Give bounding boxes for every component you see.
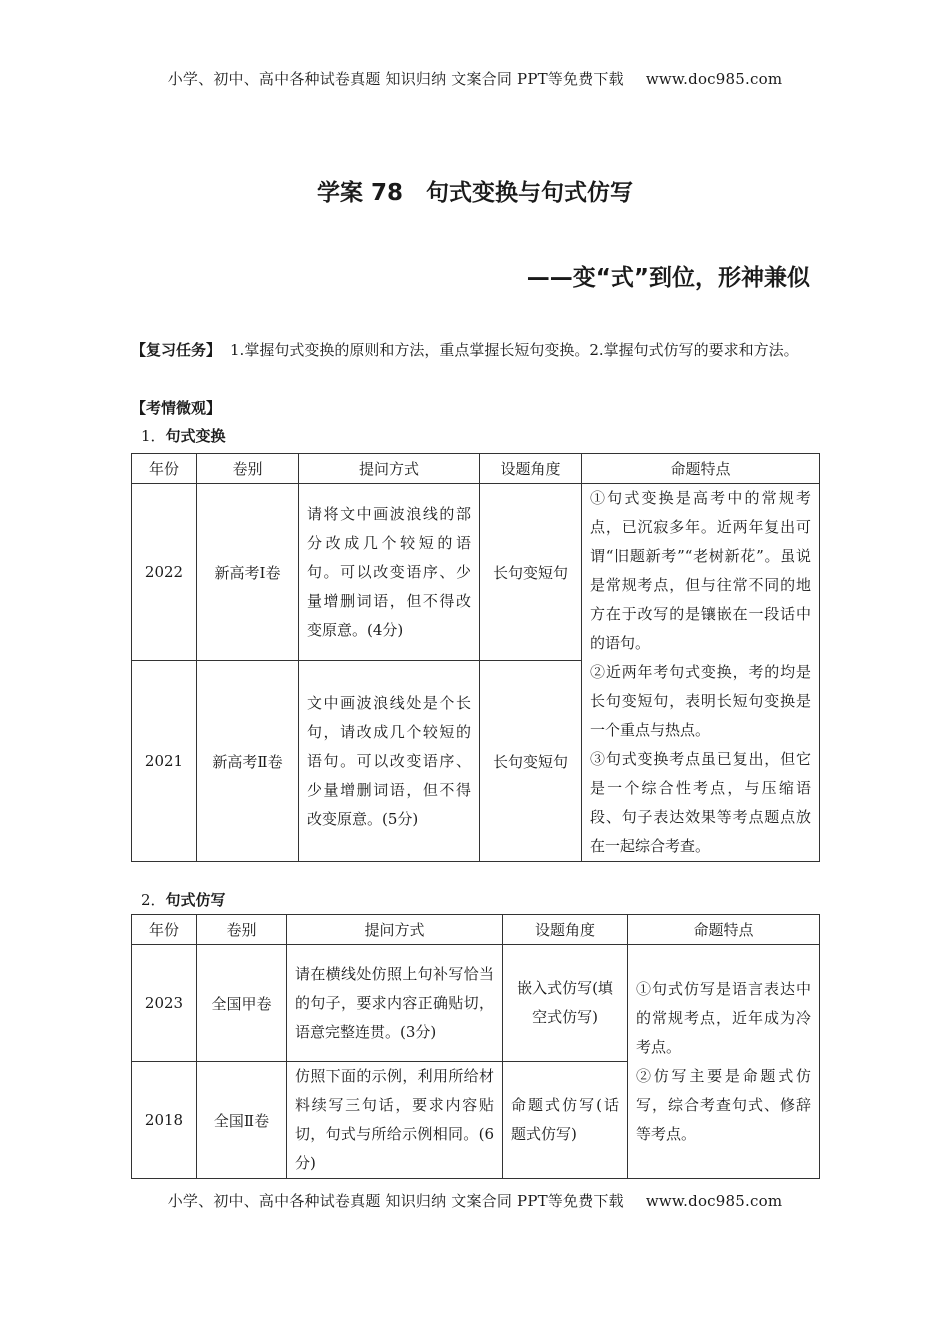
year-cell: 2023 [132, 945, 197, 1062]
header-cell: 卷别 [197, 915, 287, 945]
banner-site-link[interactable]: www.doc985.com [645, 70, 783, 88]
feature-item: ③句式变换考点虽已复出，但它是一个综合性考点，与压缩语段、句子表达效果等考点题点放在一起综合考查。 [590, 750, 811, 855]
header-cell: 设题角度 [503, 915, 628, 945]
angle-cell: 嵌入式仿写(填空式仿写) [503, 945, 628, 1062]
table-header-row [132, 454, 820, 484]
section2-heading [141, 889, 226, 910]
angle-cell: 长句变短句 [480, 484, 582, 661]
section1-title: 句式变换 [165, 427, 226, 445]
header-banner [0, 68, 950, 89]
header-cell: 命题特点 [628, 915, 820, 945]
page-title: 学案 78 句式变换与句式仿写 [316, 180, 633, 206]
table-row [132, 945, 820, 1062]
angle-cell: 长句变短句 [480, 661, 582, 862]
section1-heading [141, 425, 226, 446]
year-cell: 2018 [132, 1062, 197, 1179]
question-cell: 仿照下面的示例，利用所给材料续写三句话，要求内容贴切，句式与所给示例相同。(6分) [287, 1062, 503, 1179]
angle-cell: 命题式仿写(话题式仿写) [503, 1062, 628, 1179]
header-cell: 设题角度 [480, 454, 582, 484]
question-cell: 文中画波浪线处是个长句，请改成几个较短的语句。可以改变语序、少量增删词语，但不得改变原意。(5分) [299, 661, 480, 862]
review-task-label: 【复习任务】 [131, 341, 222, 359]
review-task-text: 1.掌握句式变换的原则和方法，重点掌握长短句变换。2.掌握句式仿写的要求和方法。 [230, 341, 799, 359]
feature-item: ②近两年考句式变换，考的均是长句变短句，表明长短句变换是一个重点与热点。 [590, 663, 811, 739]
table-header-row [132, 915, 820, 945]
table-sentence-imitation [131, 914, 820, 1179]
features-cell [582, 484, 820, 862]
kaoqing-label: 【考情微观】 [131, 399, 222, 417]
banner-text: 小学、初中、高中各种试卷真题 知识归纳 文案合同 PPT等免费下载 [167, 1192, 624, 1210]
question-cell: 请在横线处仿照上句补写恰当的句子，要求内容正确贴切，语意完整连贯。(3分) [287, 945, 503, 1062]
header-cell: 提问方式 [287, 915, 503, 945]
footer-banner [0, 1190, 950, 1211]
section1-number: 1． [141, 427, 166, 445]
paper-cell: 全国Ⅱ卷 [197, 1062, 287, 1179]
header-cell: 年份 [132, 915, 197, 945]
feature-item: ①句式仿写是语言表达中的常规考点，近年成为冷考点。 [636, 979, 811, 1056]
feature-item: ②仿写主要是命题式仿写，综合考查句式、修辞等考点。 [636, 1066, 811, 1143]
banner-site-link[interactable]: www.doc985.com [645, 1192, 783, 1210]
feature-item: ①句式变换是高考中的常规考点，已沉寂多年。近两年复出可谓“旧题新考”“老树新花”。虽说是常规考点，但与往常不同的地方在于改写的是镶嵌在一段话中的语句。 [590, 489, 811, 652]
header-cell: 命题特点 [582, 454, 820, 484]
header-cell: 提问方式 [299, 454, 480, 484]
banner-text: 小学、初中、高中各种试卷真题 知识归纳 文案合同 PPT等免费下载 [167, 70, 624, 88]
features-cell [628, 945, 820, 1179]
section2-title: 句式仿写 [165, 891, 226, 909]
table-row [132, 484, 820, 661]
question-cell: 请将文中画波浪线的部分改成几个较短的语句。可以改变语序、少量增删词语，但不得改变原意。(4分) [299, 484, 480, 661]
paper-cell: 全国甲卷 [197, 945, 287, 1062]
header-cell: 年份 [132, 454, 197, 484]
paper-cell: 新高考Ⅱ卷 [197, 661, 299, 862]
year-cell: 2022 [132, 484, 197, 661]
header-cell: 卷别 [197, 454, 299, 484]
table-sentence-transform [131, 453, 820, 862]
section2-number: 2． [141, 891, 166, 909]
page-subtitle: ——变“式”到位，形神兼似 [526, 265, 810, 291]
paper-cell: 新高考Ⅰ卷 [197, 484, 299, 661]
year-cell: 2021 [132, 661, 197, 862]
review-task [131, 337, 821, 364]
